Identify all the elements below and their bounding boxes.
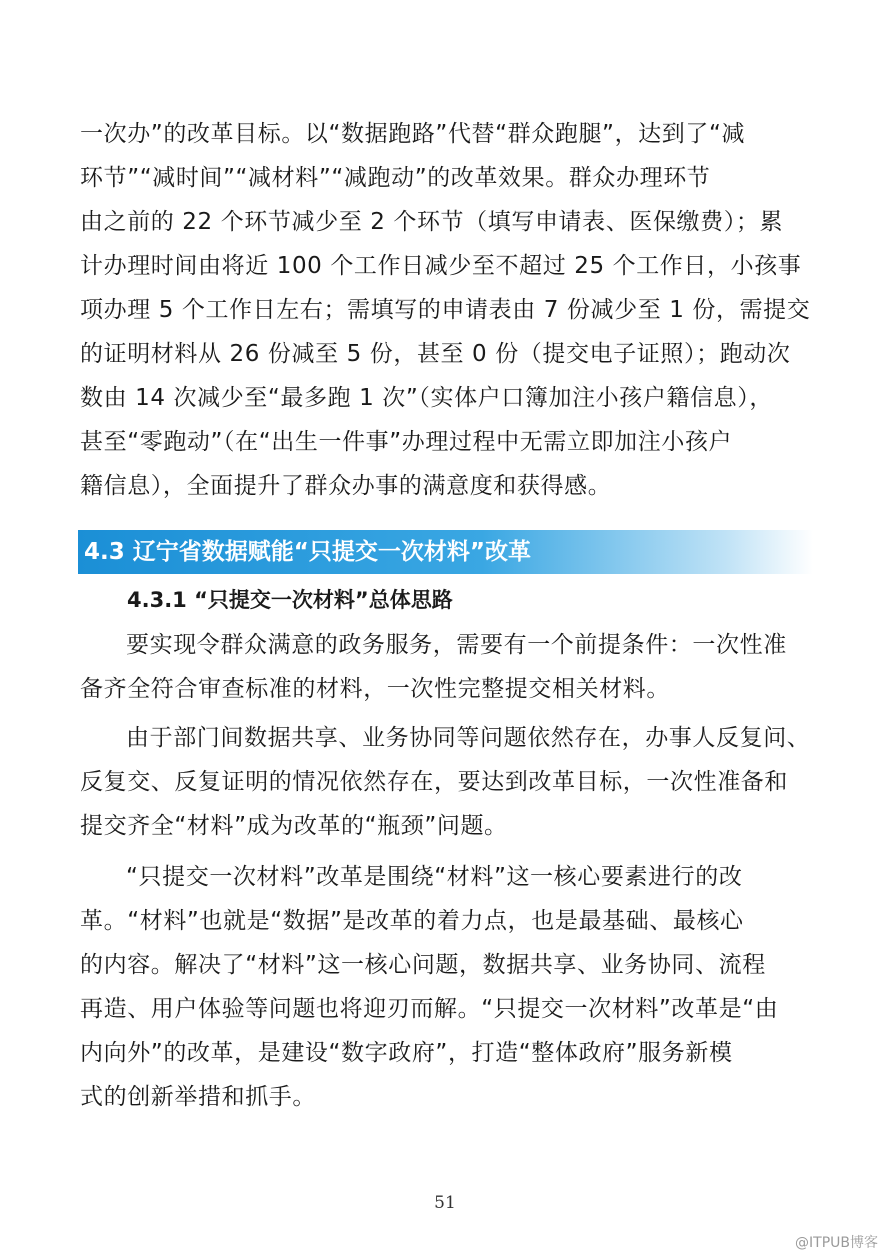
text-line: 内向外”的改革，是建设“数字政府”，打造“整体政府”服务新模 bbox=[80, 1040, 733, 1066]
text-line: 计办理时间由将近 100 个工作日减少至不超过 25 个工作日，小孩事 bbox=[80, 253, 802, 279]
text-line: 备齐全符合审查标准的材料，一次性完整提交相关材料。 bbox=[80, 676, 670, 702]
paragraph-core-element bbox=[80, 855, 810, 1119]
text-line: 式的创新举措和抓手。 bbox=[80, 1084, 316, 1110]
text-line: 的证明材料从 26 份减至 5 份，甚至 0 份（提交电子证照）；跑动次 bbox=[80, 341, 791, 367]
subsection-heading: 4.3.1 “只提交一次材料”总体思路 bbox=[127, 588, 453, 612]
page-number: 51 bbox=[434, 1193, 456, 1213]
text-line: 环节”“减时间”“减材料”“减跑动”的改革效果。群众办理环节 bbox=[80, 165, 711, 191]
text-line: 再造、用户体验等问题也将迎刃而解。“只提交一次材料”改革是“由 bbox=[80, 996, 779, 1022]
text-line: 要实现令群众满意的政务服务，需要有一个前提条件：一次性准 bbox=[126, 632, 787, 658]
text-line: “只提交一次材料”改革是围绕“材料”这一核心要素进行的改 bbox=[126, 864, 743, 890]
paragraph-bottleneck bbox=[80, 716, 810, 848]
text-line: 项办理 5 个工作日左右；需填写的申请表由 7 份减少至 1 份，需提交 bbox=[80, 297, 811, 323]
text-line: 一次办”的改革目标。以“数据跑路”代替“群众跑腿”，达到了“减 bbox=[80, 121, 746, 147]
watermark: @ITPUB博客 bbox=[795, 1235, 878, 1251]
text-line: 由于部门间数据共享、业务协同等问题依然存在，办事人反复问、 bbox=[126, 725, 811, 751]
text-line: 籍信息），全面提升了群众办事的满意度和获得感。 bbox=[80, 473, 612, 499]
text-line: 的内容。解决了“材料”这一核心问题，数据共享、业务协同、流程 bbox=[80, 952, 766, 978]
text-line: 反复交、反复证明的情况依然存在，要达到改革目标，一次性准备和 bbox=[80, 769, 788, 795]
text-line: 甚至“零跑动”（在“出生一件事”办理过程中无需立即加注小孩户 bbox=[80, 429, 733, 455]
text-line: 提交齐全“材料”成为改革的“瓶颈”问题。 bbox=[80, 813, 508, 839]
text-line: 数由 14 次减少至“最多跑 1 次”（实体户口簿加注小孩户籍信息）， bbox=[80, 385, 773, 411]
text-line: 由之前的 22 个环节减少至 2 个环节（填写申请表、医保缴费）；累 bbox=[80, 209, 784, 235]
paragraph-prerequisite bbox=[80, 623, 810, 711]
text-line: 革。“材料”也就是“数据”是改革的着力点，也是最基础、最核心 bbox=[80, 908, 744, 934]
paragraph-reform-results bbox=[80, 112, 810, 508]
section-heading: 4.3 辽宁省数据赋能“只提交一次材料”改革 bbox=[84, 539, 531, 565]
